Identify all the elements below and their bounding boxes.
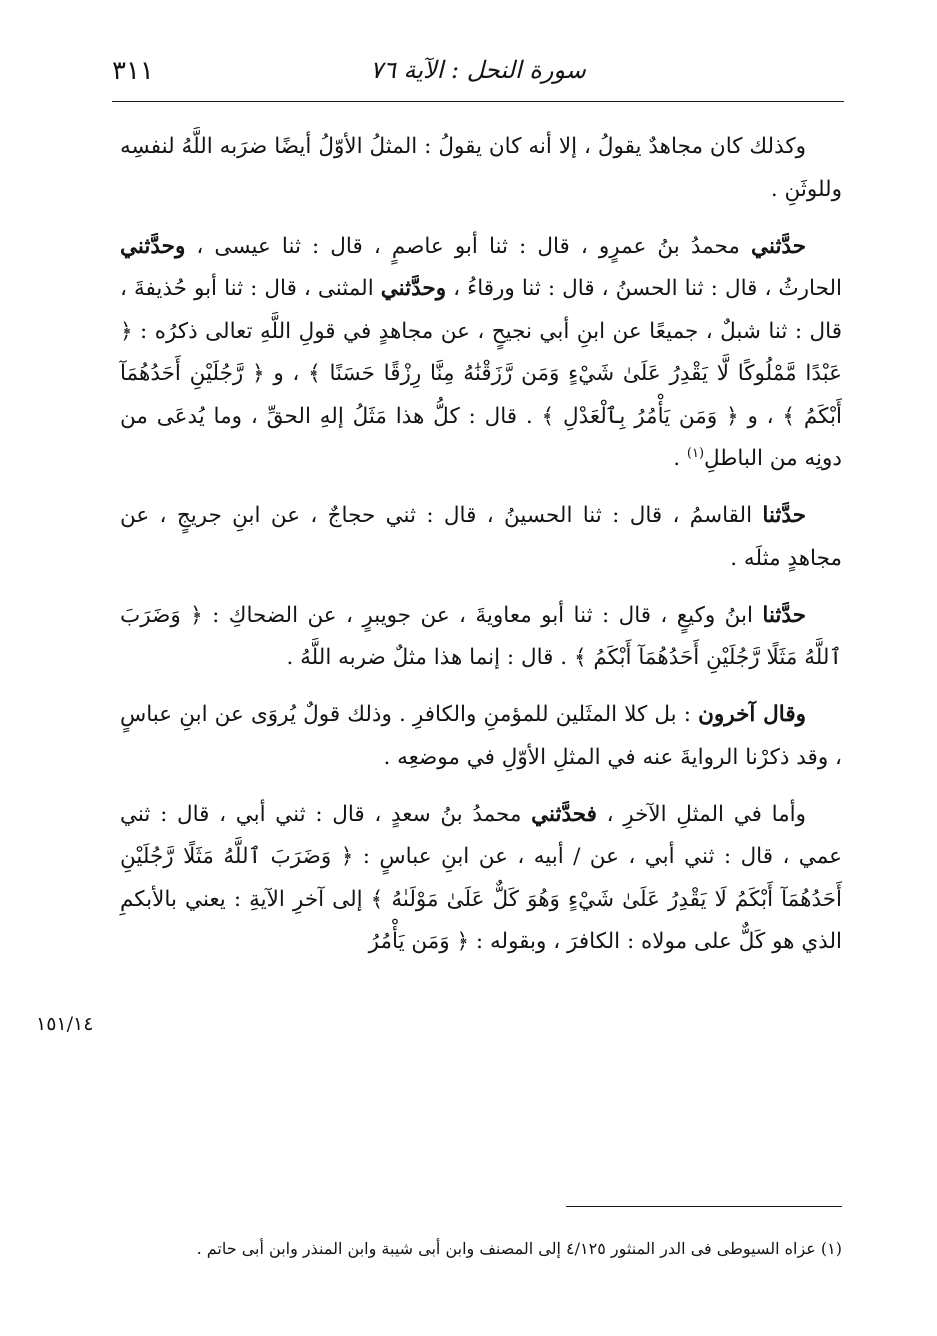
text-segment: محمدُ بنُ سعدٍ ، قال : ثني أبي ، قال : ثني عمي ، قال : ثني أبي ، عن / أبيه ، عن ابنِ عباسٍ : ﴿ وَضَرَبَ ٱللَّهُ مَثَلًا رَّجُلَيْنِ أَحَدُهُمَآ أَبْكَمُ لَا يَقْدِرُ عَلَىٰ شَيْءٍ وَهُوَ كَلٌّ عَلَىٰ مَوْلَىٰهُ ﴾ إلى آخرِ الآيةِ : يعني بالأبكمِ الذي هو كَلٌّ على مولاه : الكافرَ ، وبقوله : ﴿ وَمَن يَأْمُرُ	[120, 801, 842, 954]
text-segment: القاسمُ ، قال : ثنا الحسينُ ، قال : ثني حجاجٌ ، عن ابنِ جريجٍ ، عن مجاهدٍ مثلَه .	[120, 503, 842, 571]
page-header	[112, 52, 844, 102]
running-title: سورة النحل : الآية ٧٦	[370, 56, 586, 84]
paragraph	[120, 595, 842, 680]
text-segment: وكذلك كان مجاهدٌ يقولُ ، إلا أنه كان يقولُ : المثلُ الأوّلُ أيضًا ضرَبه اللَّهُ لنفسِه وللوثَنِ .	[120, 134, 842, 202]
paragraph	[120, 126, 842, 211]
text-segment: : بل كلا المثَلين للمؤمنِ والكافرِ . وذلك قولٌ يُروَى عن ابنِ عباسٍ ، وقد ذكرْنا الروايةَ عنه في المثلِ الأوّلِ في موضعِه .	[120, 702, 842, 770]
footnote-marker: (١)	[686, 445, 705, 461]
text-segment: .	[673, 446, 687, 471]
text-segment: ابنُ وكيعٍ ، قال : ثنا أبو معاويةَ ، عن جويبرٍ ، عن الضحاكِ : ﴿ وَضَرَبَ ٱللَّهُ مَثَلًا رَّجُلَيْنِ أَحَدُهُمَآ أَبْكَمُ ﴾ . قال : إنما هذا مثلٌ ضربه اللَّهُ .	[120, 602, 842, 670]
paragraph	[120, 694, 842, 779]
isnad-keyword: وحدَّثني	[380, 276, 447, 301]
isnad-keyword: فحدَّثني	[531, 801, 597, 827]
paragraph	[120, 794, 842, 964]
margin-reference: ١٥١/١٤	[36, 1013, 94, 1035]
page-number: ٣١١	[112, 56, 154, 86]
main-text	[120, 126, 842, 978]
isnad-keyword: حدَّثنا	[762, 503, 806, 528]
isnad-keyword: حدَّثنا	[762, 602, 806, 628]
footnote-separator	[566, 1206, 842, 1207]
isnad-keyword: حدَّثني	[751, 233, 806, 259]
text-segment: المثنى ، قال : ثنا أبو حُذيفةَ ، قال : ثنا شبلٌ ، جميعًا عن ابنِ أبي نجيحٍ ، عن مجاهدٍ في قولِ اللَّهِ تعالى ذكرُه : ﴿ عَبْدًا مَّمْلُوكًا لَّا يَقْدِرُ عَلَىٰ شَيْءٍ وَمَن رَّزَقْنَٰهُ مِنَّا رِزْقًا حَسَنًا ﴾ ، و ﴿ رَّجُلَيْنِ أَحَدُهُمَآ أَبْكَمُ ﴾ ، و ﴿ وَمَن يَأْمُرُ بِٱلْعَدْلِ ﴾ . قال : كلُّ هذا مَثَلُ إلهِ الحقِّ ، وما يُدعَى من دونِه من الباطلِ	[120, 276, 842, 471]
paragraph	[120, 226, 842, 481]
text-segment: الحارثُ ، قال : ثنا الحسنُ ، قال : ثنا ورقاءُ ،	[446, 276, 842, 301]
text-segment: محمدُ بنُ عمرٍو ، قال : ثنا أبو عاصمٍ ، قال : ثنا عيسى ،	[185, 233, 752, 259]
paragraph	[120, 495, 842, 580]
isnad-keyword: وقال آخرون	[698, 702, 806, 727]
text-segment: وأما في المثلِ الآخرِ ،	[596, 801, 806, 827]
isnad-keyword: وحدَّثني	[120, 233, 186, 259]
footnote: (١) عزاه السيوطى فى الدر المنثور ٤/١٢٥ إلى المصنف وابن أبى شيبة وابن المنذر وابن أبى حاتم .	[196, 1239, 842, 1258]
header-rule	[112, 101, 844, 102]
